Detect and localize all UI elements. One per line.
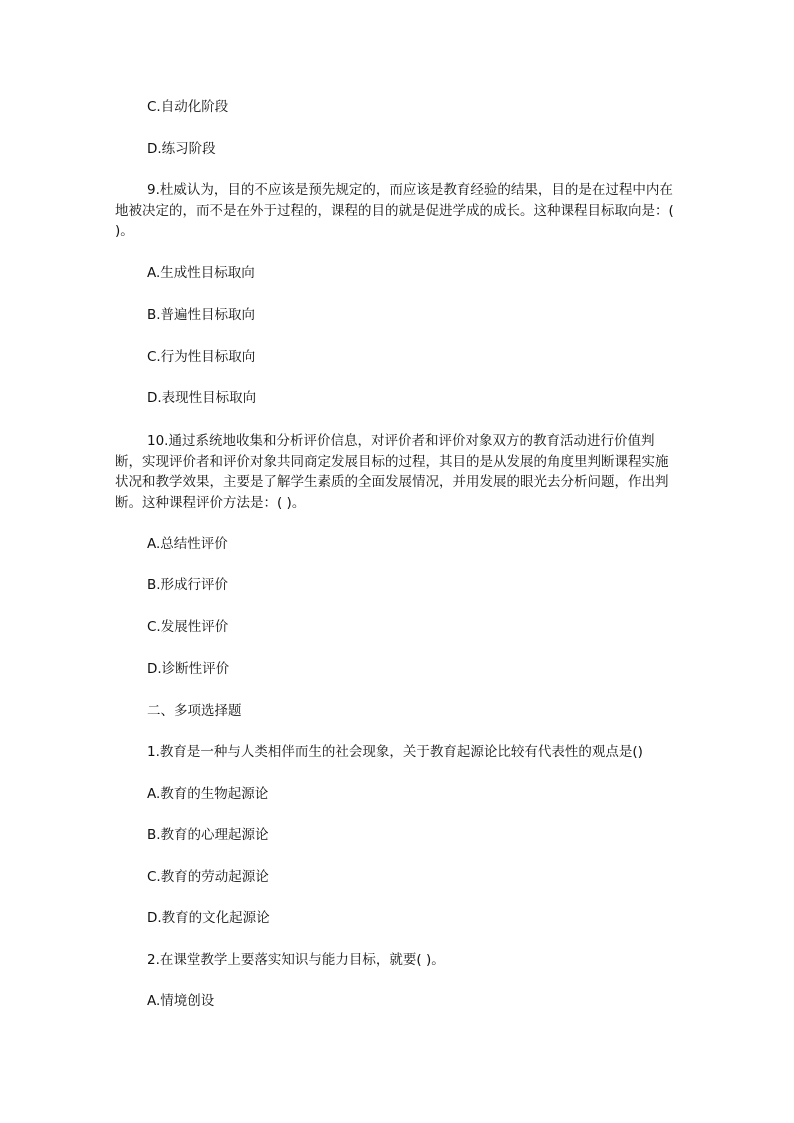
section-heading: 二、多项选择题	[147, 703, 242, 719]
question-10-text: 10.通过系统地收集和分析评价信息，对评价者和评价对象双方的教育活动进行价值判断，实现评价者和评价对象共同商定发展目标的过程，其目的是从发展的角度里判断课程实施状况和教学效果，主要是了解学生素质的全面发展情况，并用发展的眼光去分析问题，作出判断。这种课程评价方法是：( )。	[115, 433, 669, 511]
multi-question-2-text: 2.在课堂教学上要落实知识与能力目标，就要( )。	[147, 952, 445, 968]
q9-option-c: C.行为性目标取向	[147, 349, 256, 365]
m1-option-a: A.教育的生物起源论	[147, 786, 269, 802]
m2-option-a: A.情境创设	[147, 993, 215, 1009]
q9-option-a: A.生成性目标取向	[147, 265, 255, 281]
q10-option-b: B.形成行评价	[147, 577, 229, 593]
q10-option-a: A.总结性评价	[147, 536, 228, 552]
prev-option-c: C.自动化阶段	[147, 99, 229, 115]
m1-option-d: D.教育的文化起源论	[147, 910, 270, 926]
q9-option-d: D.表现性目标取向	[147, 390, 257, 406]
q10-option-c: C.发展性评价	[147, 619, 229, 635]
m1-option-c: C.教育的劳动起源论	[147, 869, 269, 885]
m1-option-b: B.教育的心理起源论	[147, 827, 269, 843]
q9-option-b: B.普遍性目标取向	[147, 307, 256, 323]
prev-option-d: D.练习阶段	[147, 141, 216, 157]
question-9-text: 9.杜威认为，目的不应该是预先规定的，而应该是教育经验的结果，目的是在过程中内在地被决定的，而不是在外于过程的，课程的目的就是促进学成的成长。这种课程目标取向是：( )。	[115, 182, 674, 239]
multi-question-1-text: 1.教育是一种与人类相伴而生的社会现象，关于教育起源论比较有代表性的观点是()	[147, 744, 643, 760]
q10-option-d: D.诊断性评价	[147, 661, 230, 677]
